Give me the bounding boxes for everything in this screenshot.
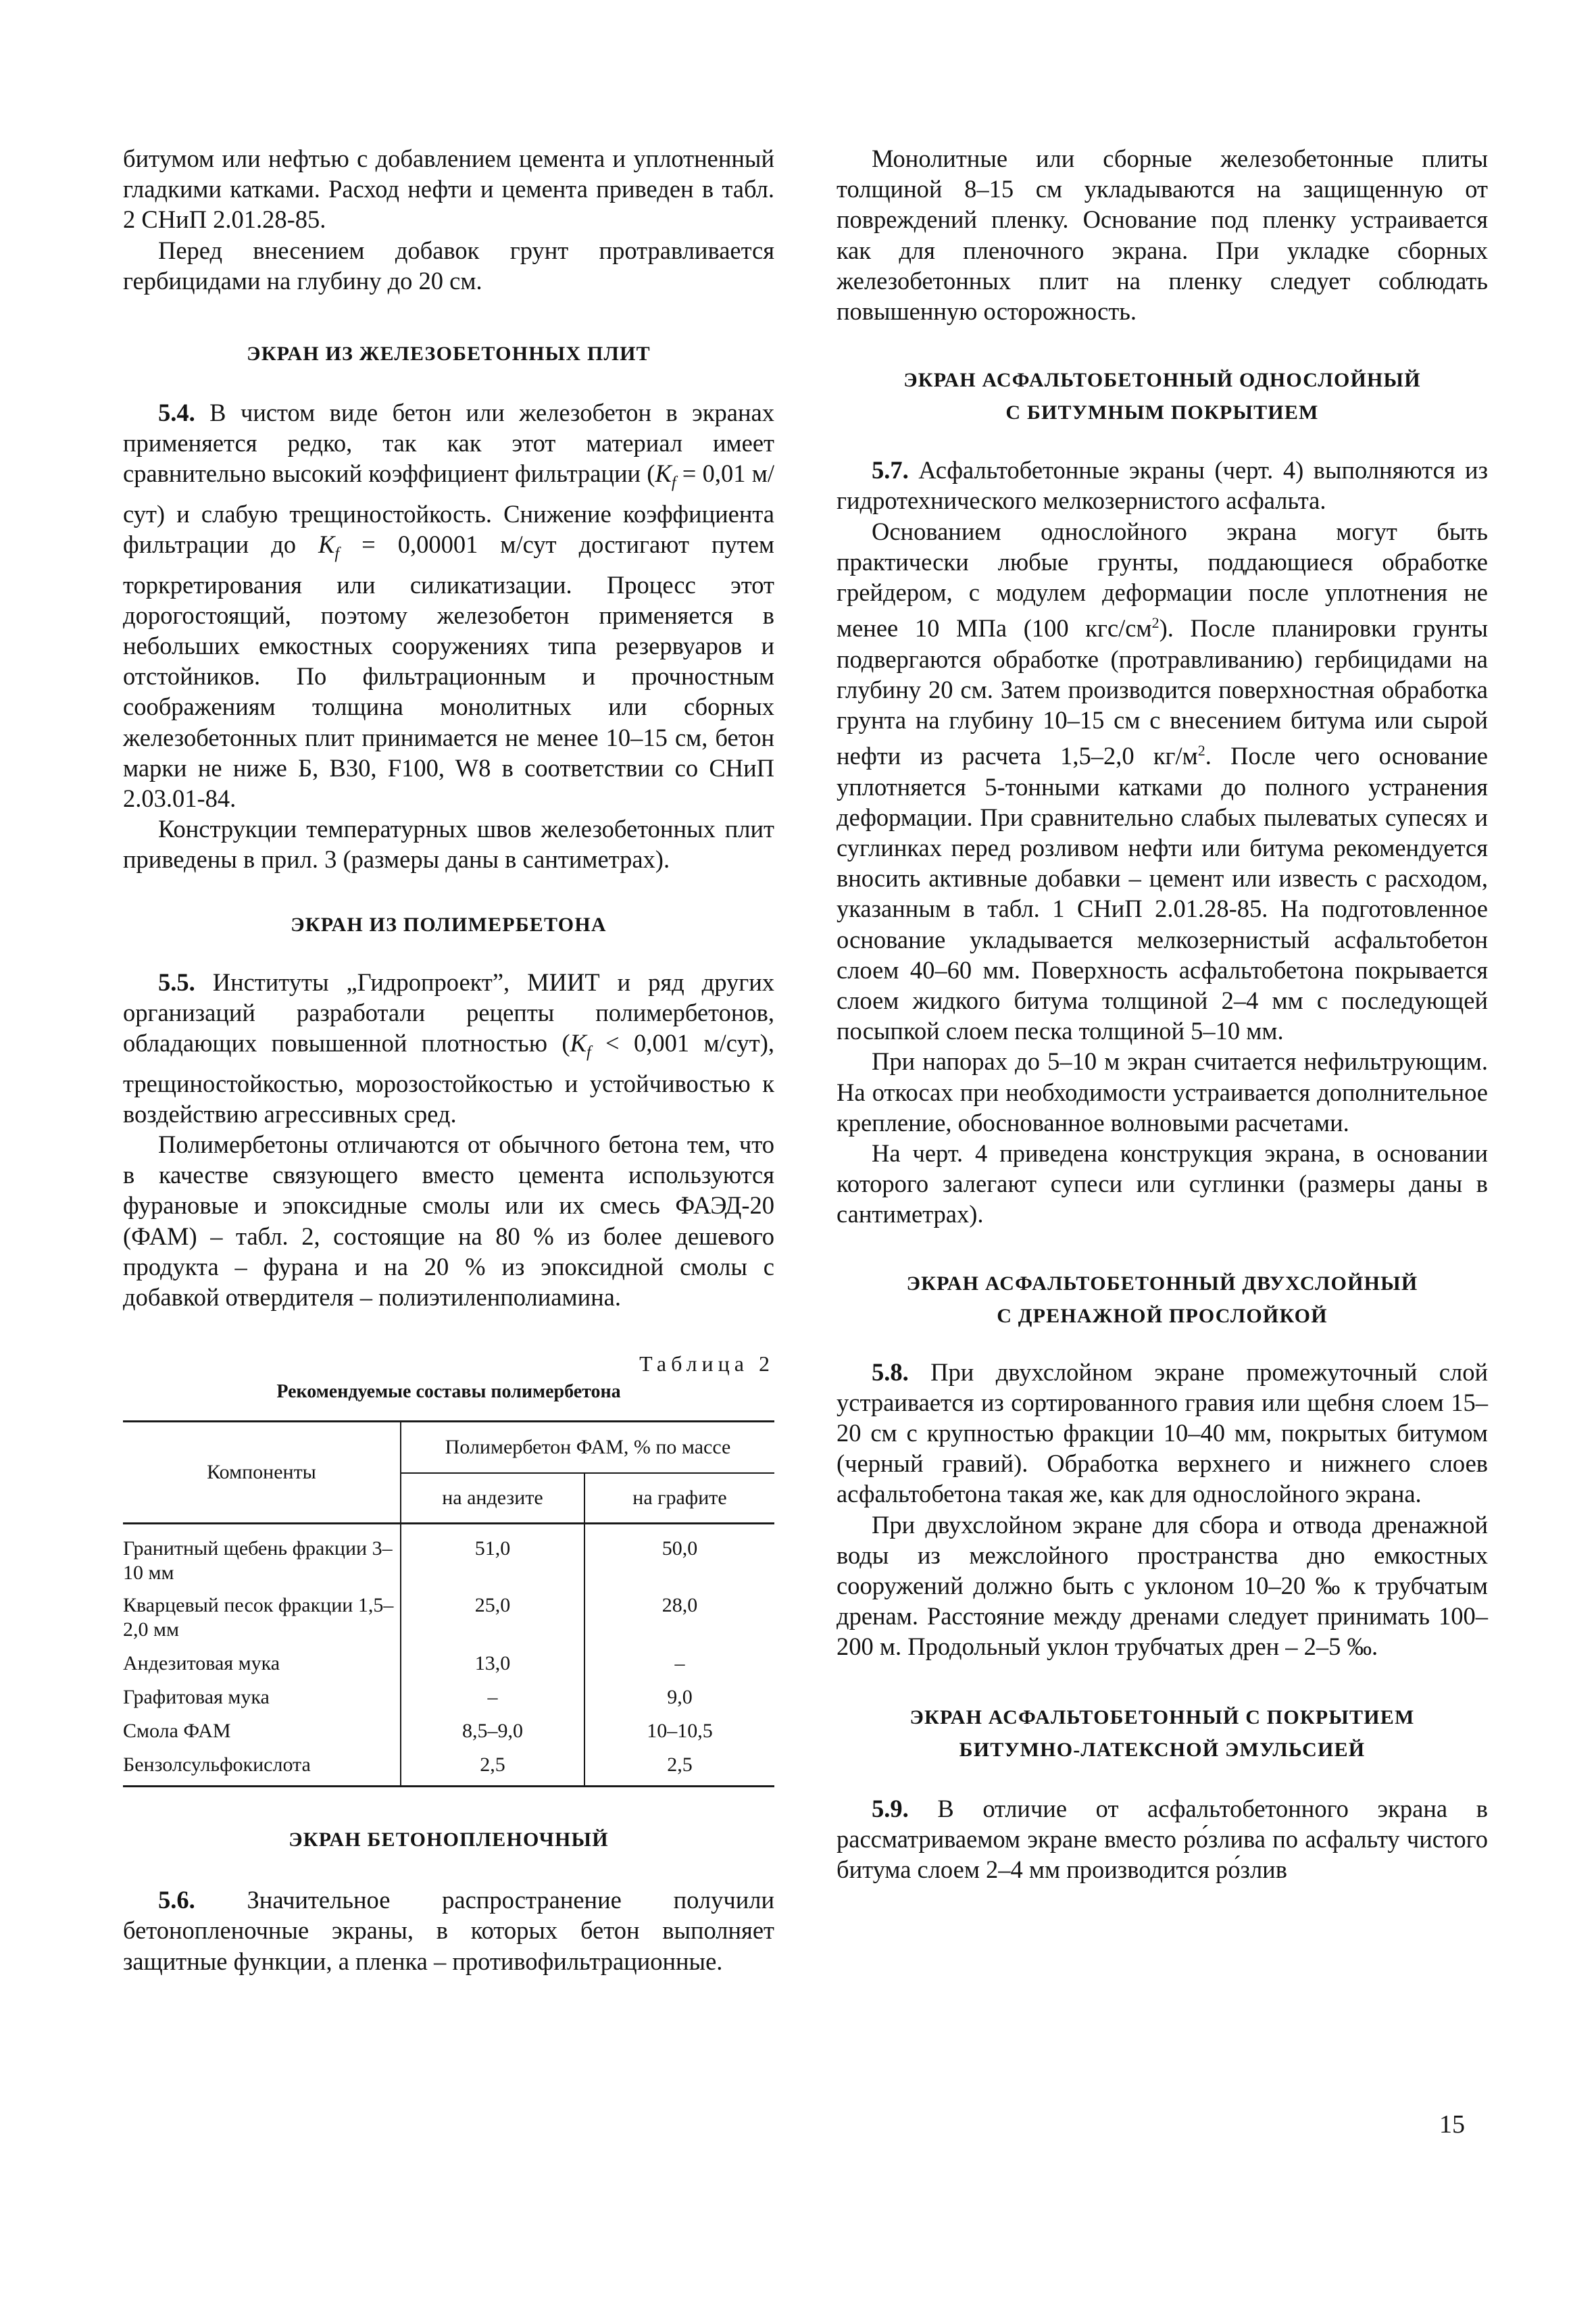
- value-graphite: 28,0: [662, 1594, 698, 1617]
- table-row: [123, 1676, 774, 1710]
- paragraph-5-9: 5.9. В отличие от асфальтобетонного экрана в рассматриваемом экране вместо ро́злива по асфальту чистого битума слоем 2–4 мм производится ро́злив: [837, 1794, 1488, 1884]
- paragraph-5-4: 5.4. В чистом виде бетон или железобетон в экранах применяется редко, так как этот материал имеет сравнительно высокий коэффициент фильтрации ($K_f = 0,01$ м/сут) и слабую трещиностойкость. Снижение коэффициента фильтрации до $K_f = 0,00001$ м/сут достигают путем торкретирования или силикатизации. Процесс этот дорогостоящий, поэтому железобетон применяется в небольших емкостных сооружениях типа резервуаров и отстойников. По фильтрационным и прочностным соображениям толщина монолитных или сборных железобетонных плит принимается не менее 10–15 см, бетон марки не ниже Б, В30, F100, W8 в соответствии со СНиП 2.03.01-84.: [123, 399, 774, 813]
- value-andesite: 2,5: [401, 1743, 584, 1787]
- table-label: Таблица 2: [639, 1351, 774, 1376]
- paragraph: При двухслойном экране для сбора и отвода дренажной воды из межслойного пространства дно емкостных сооружений должно быть с уклоном 10–20 ‰ к трубчатым дренам. Расстояние между дренами следует принимать 100–200 м. Продольный уклон трубчатых дрен – 2–5 ‰.: [837, 1510, 1488, 1661]
- left-column: [123, 143, 774, 1976]
- section-heading: БИТУМНО-ЛАТЕКСНОЙ ЭМУЛЬСИЕЙ: [959, 1738, 1366, 1761]
- component-name: Смола ФАМ: [123, 1710, 401, 1743]
- paragraph-5-6: 5.6. Значительное распространение получили бетонопленочные экраны, в которых бетон выполняет защитные функции, а пленка – противофильтрационные.: [123, 1886, 774, 1975]
- clause-number: 5.7.: [872, 456, 909, 484]
- paragraph: Полимербетоны отличаются от обычного бетона тем, что в качестве связующего вместо цемента используются фурановые и эпоксидные смолы или их смесь ФАЭД-20 (ФАМ) – табл. 2, состоящие на 80 % из более дешевого продукта – фурана и на 20 % из эпоксидной смолы с добавкой отвердителя – полиэтиленполиамина.: [123, 1130, 774, 1311]
- clause-number: 5.4.: [158, 399, 195, 427]
- paragraph-5-8: 5.8. При двухслойном экране промежуточный слой устраивается из сортированного гравия или щебня слоем 15–20 см с крупностью фракции 10–40 мм, покрытых битумом (черный гравий). Обработка верхнего и нижнего слоев асфальтобетона такая же, как для однослойного экрана.: [837, 1358, 1488, 1508]
- value-graphite: –: [674, 1652, 685, 1675]
- component-name: Андезитовая мука: [123, 1642, 401, 1676]
- section-heading: С ДРЕНАЖНОЙ ПРОСЛОЙКОЙ: [997, 1304, 1328, 1327]
- table-row: [123, 1642, 774, 1676]
- component-name: Графитовая мука: [123, 1676, 401, 1710]
- column-header-group: Полимербетон ФАМ, % по массе: [401, 1422, 774, 1474]
- section-heading: ЭКРАН АСФАЛЬТОБЕТОННЫЙ ОДНОСЛОЙНЫЙ: [903, 369, 1421, 392]
- value-andesite: 25,0: [401, 1585, 584, 1642]
- value-andesite: 8,5–9,0: [401, 1710, 584, 1743]
- value-graphite: 9,0: [667, 1686, 693, 1709]
- right-column: [837, 143, 1488, 1885]
- value-graphite: 50,0: [662, 1537, 698, 1560]
- column-header-andesite: на андезите: [401, 1473, 584, 1524]
- paragraph-5-5: 5.5. Институты „Гидропроект”, МИИТ и ряд других организаций разработали рецепты полимербетонов, обладающих повышенной плотностью ($K_f < 0,001$ м/сут), трещиностойкостью, морозостойкостью и устойчивостью к воздействию агрессивных сред.: [123, 968, 774, 1128]
- table-row: [123, 1585, 774, 1642]
- value-graphite: 10–10,5: [647, 1720, 713, 1743]
- section-heading: ЭКРАН АСФАЛЬТОБЕТОННЫЙ ДВУХСЛОЙНЫЙ: [906, 1272, 1418, 1295]
- paragraph: Основанием однослойного экрана могут быть практически любые грунты, поддающиеся обработке грейдером, с модулем деформации после уплотнения не менее 10 МПа (100 кгс/$см^2$). После планировки грунты подвергаются обработке (протравливанию) гербицидами на глубину 20 см. Затем производится поверхностная обработка грунта на глубину 10–15 см с внесением битума или сырой нефти из расчета 1,5–2,0 $кг/м^2$. После чего основание уплотняется 5-тонными катками до полного устранения деформации. При сравнительно слабых пылеватых супесях и суглинках перед розливом нефти или битума рекомендуется вносить активные добавки – цемент или известь с расходом, указанным в табл. 1 СНиП 2.01.28-85. На подготовленное основание укладывается мелкозернистый асфальтобетон слоем 40–60 мм. Поверхность асфальтобетона покрывается слоем жидкого битума толщиной 2–4 мм с последующей посыпкой слоем песка толщиной 5–10 мм.: [837, 517, 1488, 1045]
- paragraph-5-7: 5.7. Асфальтобетонные экраны (черт. 4) выполняются из гидротехнического мелкозернистого асфальта.: [837, 456, 1488, 515]
- clause-number: 5.5.: [158, 968, 195, 996]
- section-heading: ЭКРАН АСФАЛЬТОБЕТОННЫЙ С ПОКРЫТИЕМ: [909, 1706, 1415, 1728]
- clause-number: 5.8.: [872, 1358, 909, 1386]
- page-number: 15: [1439, 2110, 1465, 2139]
- table-row: [123, 1710, 774, 1743]
- paragraph: На черт. 4 приведена конструкция экрана, в основании которого залегают супеси или суглинки (размеры даны в сантиметрах).: [837, 1139, 1488, 1228]
- value-andesite: 13,0: [401, 1642, 584, 1676]
- section-heading: ЭКРАН ИЗ ПОЛИМЕРБЕТОНА: [291, 913, 607, 936]
- section-heading: ЭКРАН БЕТОНОПЛЕНОЧНЫЙ: [289, 1828, 609, 1851]
- component-name: Гранитный щебень фракции 3–10 мм: [123, 1524, 401, 1586]
- table-caption: Рекомендуемые составы полимербетона: [276, 1381, 621, 1403]
- paragraph: Конструкции температурных швов железобетонных плит приведены в прил. 3 (размеры даны в сантиметрах).: [123, 815, 774, 874]
- table-row: [123, 1524, 774, 1586]
- value-andesite: 51,0: [401, 1524, 584, 1586]
- section-heading: ЭКРАН ИЗ ЖЕЛЕЗОБЕТОННЫХ ПЛИТ: [247, 343, 651, 366]
- paragraph: Перед внесением добавок грунт протравливается гербицидами на глубину до 20 см.: [123, 236, 774, 295]
- table-row: [123, 1743, 774, 1787]
- clause-number: 5.6.: [158, 1886, 195, 1914]
- column-header-components: Компоненты: [123, 1422, 401, 1524]
- paragraph: Монолитные или сборные железобетонные плиты толщиной 8–15 см укладываются на защищенную от повреждений пленку. Основание под пленку устраивается как для пленочного экрана. При укладке сборных железобетонных плит на пленку следует соблюдать повышенную осторожность.: [837, 145, 1488, 326]
- paragraph: битумом или нефтью с добавлением цемента и уплотненный гладкими катками. Расход нефти и цемента приведен в табл. 2 СНиП 2.01.28-85.: [123, 145, 774, 234]
- component-name: Кварцевый песок фракции 1,5–2,0 мм: [123, 1585, 401, 1642]
- column-header-graphite: на графите: [584, 1473, 774, 1524]
- value-andesite: –: [401, 1676, 584, 1710]
- paragraph: При напорах до 5–10 м экран считается нефильтрующим. На откосах при необходимости устраивается дополнительное крепление, обоснованное волновыми расчетами.: [837, 1047, 1488, 1137]
- value-graphite: 2,5: [584, 1743, 774, 1787]
- clause-number: 5.9.: [872, 1794, 909, 1822]
- composition-table: [123, 1420, 774, 1787]
- component-name: Бензолсульфокислота: [123, 1743, 401, 1787]
- section-heading: С БИТУМНЫМ ПОКРЫТИЕМ: [1005, 401, 1319, 424]
